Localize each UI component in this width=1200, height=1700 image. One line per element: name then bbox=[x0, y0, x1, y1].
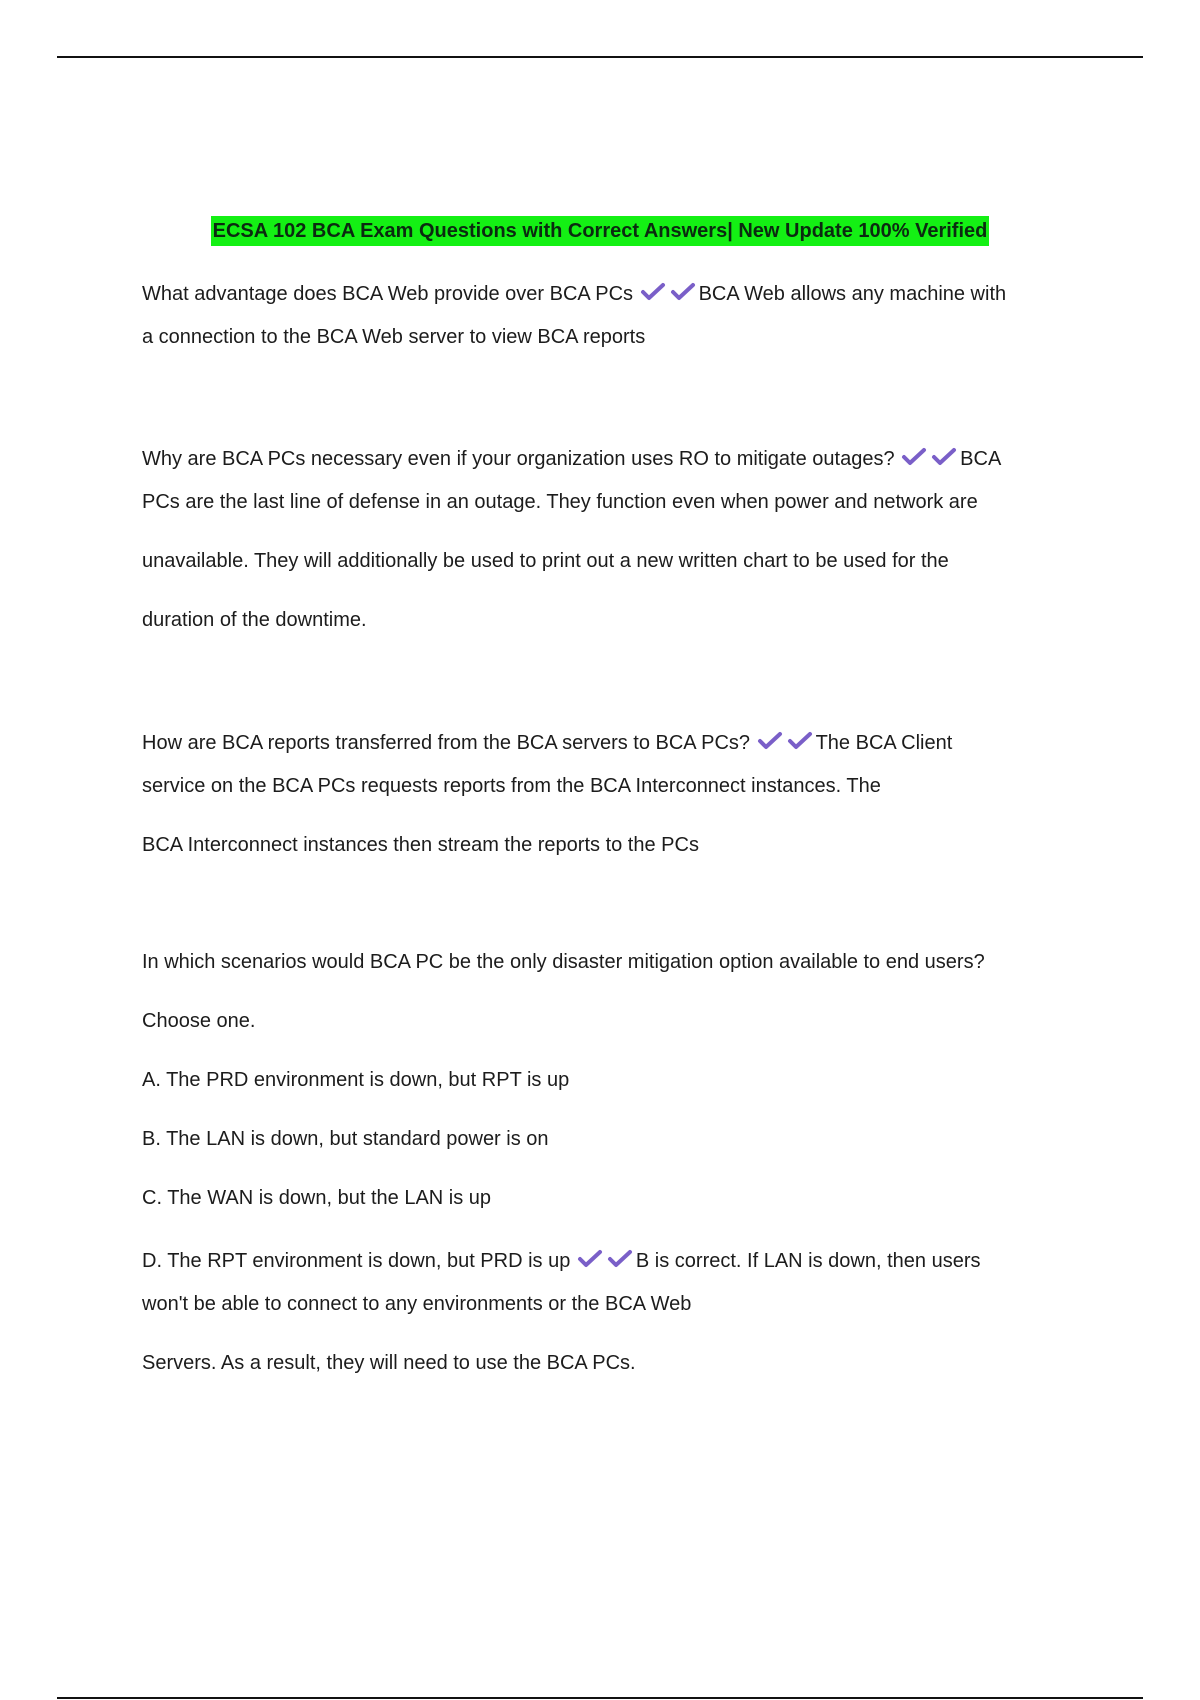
question-3-text: How are BCA reports transferred from the BCA servers to BCA PCs? bbox=[142, 732, 751, 754]
bottom-rule bbox=[57, 1697, 1143, 1699]
checkmark-icon bbox=[930, 446, 960, 468]
question-4-line-1: In which scenarios would BCA PC be the only disaster mitigation option available to end users? bbox=[142, 951, 985, 973]
option-a: A. The PRD environment is down, but RPT is up bbox=[142, 1069, 570, 1091]
answer-2-line-2: PCs are the last line of defense in an outage. They function even when power and network are bbox=[142, 491, 978, 513]
question-2-line bbox=[142, 446, 1072, 471]
checkmark-icon bbox=[900, 446, 930, 468]
checkmark-icon bbox=[756, 730, 786, 752]
option-b: B. The LAN is down, but standard power is on bbox=[142, 1128, 549, 1150]
question-4-line-2: Choose one. bbox=[142, 1010, 256, 1032]
answer-2-line-1: BCA bbox=[960, 448, 1002, 470]
answer-4-line-1: B is correct. If LAN is down, then users bbox=[635, 1250, 981, 1272]
checkmark-icon bbox=[606, 1248, 636, 1270]
answer-1-line-2: a connection to the BCA Web server to view BCA reports bbox=[142, 326, 646, 348]
answer-3-line-2: service on the BCA PCs requests reports from the BCA Interconnect instances. The bbox=[142, 775, 881, 797]
checkmark-icon bbox=[639, 281, 669, 303]
option-c: C. The WAN is down, but the LAN is up bbox=[142, 1187, 492, 1209]
option-d: D. The RPT environment is down, but PRD is up bbox=[142, 1250, 571, 1272]
checkmark-icon bbox=[786, 730, 816, 752]
answer-3-line-3: BCA Interconnect instances then stream the reports to the PCs bbox=[142, 834, 699, 856]
page-title: ECSA 102 BCA Exam Questions with Correct Answers| New Update 100% Verified bbox=[211, 216, 990, 246]
question-1-text: What advantage does BCA Web provide over BCA PCs bbox=[142, 283, 634, 305]
question-2-text: Why are BCA PCs necessary even if your organization uses RO to mitigate outages? bbox=[142, 448, 895, 470]
answer-4-line-2: won't be able to connect to any environments or the BCA Web bbox=[142, 1293, 692, 1315]
answer-3-line-1: The BCA Client bbox=[815, 732, 953, 754]
answer-1-line-1: BCA Web allows any machine with bbox=[698, 283, 1007, 305]
answer-4-line-3: Servers. As a result, they will need to use the BCA PCs. bbox=[142, 1352, 636, 1374]
question-1-line bbox=[142, 281, 1072, 306]
checkmark-icon bbox=[576, 1248, 606, 1270]
answer-2-line-3: unavailable. They will additionally be used to print out a new written chart to be used for the bbox=[142, 550, 949, 572]
answer-2-line-4: duration of the downtime. bbox=[142, 609, 367, 631]
question-3-line bbox=[142, 730, 1072, 755]
option-d-line bbox=[142, 1248, 1072, 1273]
checkmark-icon bbox=[669, 281, 699, 303]
